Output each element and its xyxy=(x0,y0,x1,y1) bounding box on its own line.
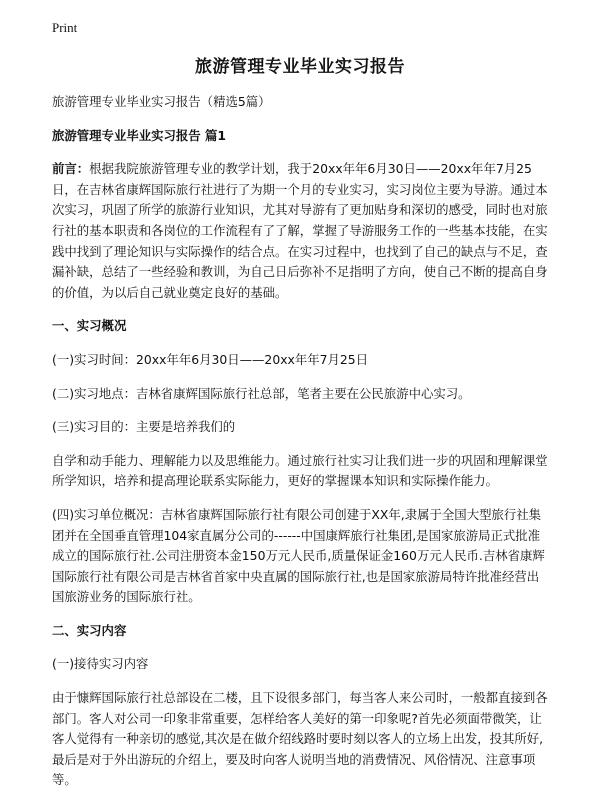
internship-purpose: (三)实习目的：主要是培养我们的 xyxy=(52,419,236,435)
internship-purpose-detail: 自学和动手能力、理解能力以及思维能力。通过旅行社实习让我们进一步的巩固和理解课堂所学知识，培养和提高理论联系实际能力，更好的掌握课本知识和实际操作能力。 xyxy=(52,452,548,489)
section-title: 旅游管理专业毕业实习报告 篇1 xyxy=(52,127,227,143)
intro-paragraph xyxy=(52,159,550,303)
document-subtitle: 旅游管理专业毕业实习报告（精选5篇） xyxy=(52,94,271,109)
intro-text: 根据我院旅游管理专业的教学计划，我于20xx年年6月30日——20xx年年7月25日，在吉林省康辉国际旅行社进行了为期一个月的专业实习，实习岗位主要为导游。通过本次实习，巩固了所学的旅游行业知识，尤其对导游有了更加贴身和深切的感受，同时也对旅行社的基本职责和各岗位的工作流程有了了解，掌握了导游服务工作的一些基本技能，在实践中找到了理论知识与实际操作的结合点。在实习过程中，也找到了自己的缺点与不足，查漏补缺，总结了一些经验和教训，为自己日后弥补不足指明了方向，使自己不断的提高自身的价值，为以后自己就业奠定良好的基础。 xyxy=(52,161,548,300)
internship-time: (一)实习时间：20xx年年6月30日——20xx年年7月25日 xyxy=(52,351,369,367)
reception-subheading: (一)接待实习内容 xyxy=(52,656,149,672)
internship-location: (二)实习地点：吉林省康辉国际旅行社总部，笔者主要在公民旅游中心实习。 xyxy=(52,385,471,401)
document-body xyxy=(52,92,550,804)
reception-paragraph: 由于慷辉国际旅行社总部设在二楼，且下设很多部门，每当客人来公司时，一般都直接到各部门。客人对公司一印象非常重要，怎样给客人美好的第一印象呢?首先必须面带微笑，让客人觉得有一种亲切的感觉,其次是在做介绍线路时要时刻以客人的立场上出发，投其所好,最后是对于外出游玩的介绍上，要及时向客人说明当地的消费情况、风俗情况、注意事项等。 xyxy=(52,690,548,788)
company-overview: (四)实习单位概况：吉林省康辉国际旅行社有限公司创建于XX年,隶属于全国大型旅行社集团并在全国垂直管理104家直属分公司的------中国康辉旅行社集团,是国家旅游局正式批准成立的国际旅行社.公司注册资本金150万元人民币,质量保证金160万元人民币.吉林省康辉国际旅行社有限公司是吉林省首家中央直属的国际旅行社,也是国家旅游局特许批准经营出国旅游业务的国际旅行社。 xyxy=(52,506,545,605)
intro-label: 前言： xyxy=(52,161,90,177)
heading-overview: 一、实习概况 xyxy=(52,318,127,334)
page-title: 旅游管理专业毕业实习报告 xyxy=(195,57,405,77)
heading-content: 二、实习内容 xyxy=(52,622,127,638)
print-link[interactable]: Print xyxy=(52,20,78,35)
